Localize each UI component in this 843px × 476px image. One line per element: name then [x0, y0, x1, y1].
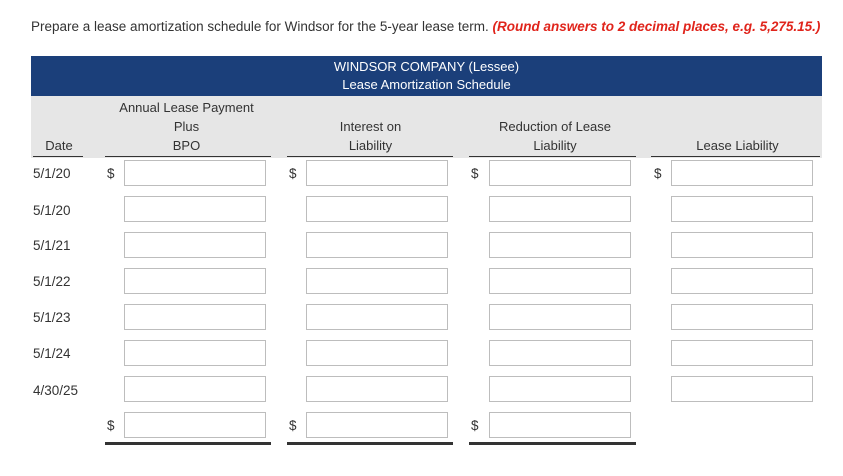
header-payment: [105, 98, 268, 155]
header-underline-liability: [651, 156, 820, 157]
reduction-input-row7[interactable]: [489, 376, 631, 402]
liability-input-row7[interactable]: [671, 376, 813, 402]
payment-input-row3[interactable]: [124, 232, 266, 258]
currency-sign: $: [289, 418, 297, 433]
header-underline-date: [33, 156, 83, 157]
reduction-input-row5[interactable]: [489, 304, 631, 330]
header-underline-reduction: [469, 156, 636, 157]
liability-input-row6[interactable]: [671, 340, 813, 366]
currency-sign: $: [289, 166, 297, 181]
reduction-input-row3[interactable]: [489, 232, 631, 258]
row-date-7: 4/30/25: [33, 383, 79, 398]
reduction-input-row4[interactable]: [489, 268, 631, 294]
payment-input-row2[interactable]: [124, 196, 266, 222]
liability-input-row1[interactable]: [671, 160, 813, 186]
instruction-main: Prepare a lease amortization schedule for Windsor for the 5-year lease term.: [31, 19, 489, 34]
currency-sign: $: [107, 166, 115, 181]
header-payment-line3: BPO: [172, 138, 201, 153]
currency-sign: $: [654, 166, 662, 181]
payment-input-row5[interactable]: [124, 304, 266, 330]
header-payment-line2: Plus: [173, 119, 200, 134]
table-title-bar: [31, 56, 822, 96]
header-reduction: [470, 117, 640, 155]
instruction-text: [31, 18, 831, 36]
rounding-note: (Round answers to 2 decimal places, e.g. 5,275.15.): [492, 19, 821, 34]
reduction-input-row1[interactable]: [489, 160, 631, 186]
row-date-6: 5/1/24: [33, 346, 71, 361]
reduction-input-row2[interactable]: [489, 196, 631, 222]
row-date-3: 5/1/21: [33, 238, 71, 253]
interest-input-row5[interactable]: [306, 304, 448, 330]
interest-input-row4[interactable]: [306, 268, 448, 294]
interest-input-row6[interactable]: [306, 340, 448, 366]
reduction-total-input[interactable]: [489, 412, 631, 438]
header-date: Date: [45, 138, 73, 153]
header-reduction-line2: Liability: [533, 138, 577, 153]
total-double-underline-interest: [287, 442, 453, 445]
total-double-underline-reduction: [469, 442, 636, 445]
header-interest: [288, 117, 453, 155]
header-interest-line1: Interest on: [339, 119, 402, 134]
interest-input-row3[interactable]: [306, 232, 448, 258]
liability-input-row3[interactable]: [671, 232, 813, 258]
payment-input-row6[interactable]: [124, 340, 266, 366]
schedule-title: Lease Amortization Schedule: [342, 77, 511, 92]
currency-sign: $: [107, 418, 115, 433]
header-payment-line1: Annual Lease Payment: [119, 100, 254, 115]
payment-total-input[interactable]: [124, 412, 266, 438]
liability-input-row4[interactable]: [671, 268, 813, 294]
row-date-4: 5/1/22: [33, 274, 71, 289]
header-underline-payment: [105, 156, 271, 157]
liability-input-row5[interactable]: [671, 304, 813, 330]
row-date-5: 5/1/23: [33, 310, 71, 325]
header-reduction-line1: Reduction of Lease: [498, 119, 612, 134]
interest-input-row1[interactable]: [306, 160, 448, 186]
payment-input-row7[interactable]: [124, 376, 266, 402]
reduction-input-row6[interactable]: [489, 340, 631, 366]
liability-input-row2[interactable]: [671, 196, 813, 222]
header-underline-interest: [287, 156, 453, 157]
interest-total-input[interactable]: [306, 412, 448, 438]
interest-input-row7[interactable]: [306, 376, 448, 402]
total-double-underline-payment: [105, 442, 271, 445]
row-date-1: 5/1/20: [33, 166, 71, 181]
currency-sign: $: [471, 418, 479, 433]
currency-sign: $: [471, 166, 479, 181]
payment-input-row1[interactable]: [124, 160, 266, 186]
header-liability: Lease Liability: [696, 138, 779, 153]
company-name: WINDSOR COMPANY (Lessee): [333, 59, 520, 74]
interest-input-row2[interactable]: [306, 196, 448, 222]
payment-input-row4[interactable]: [124, 268, 266, 294]
row-date-2: 5/1/20: [33, 203, 71, 218]
header-interest-line2: Liability: [348, 138, 393, 153]
